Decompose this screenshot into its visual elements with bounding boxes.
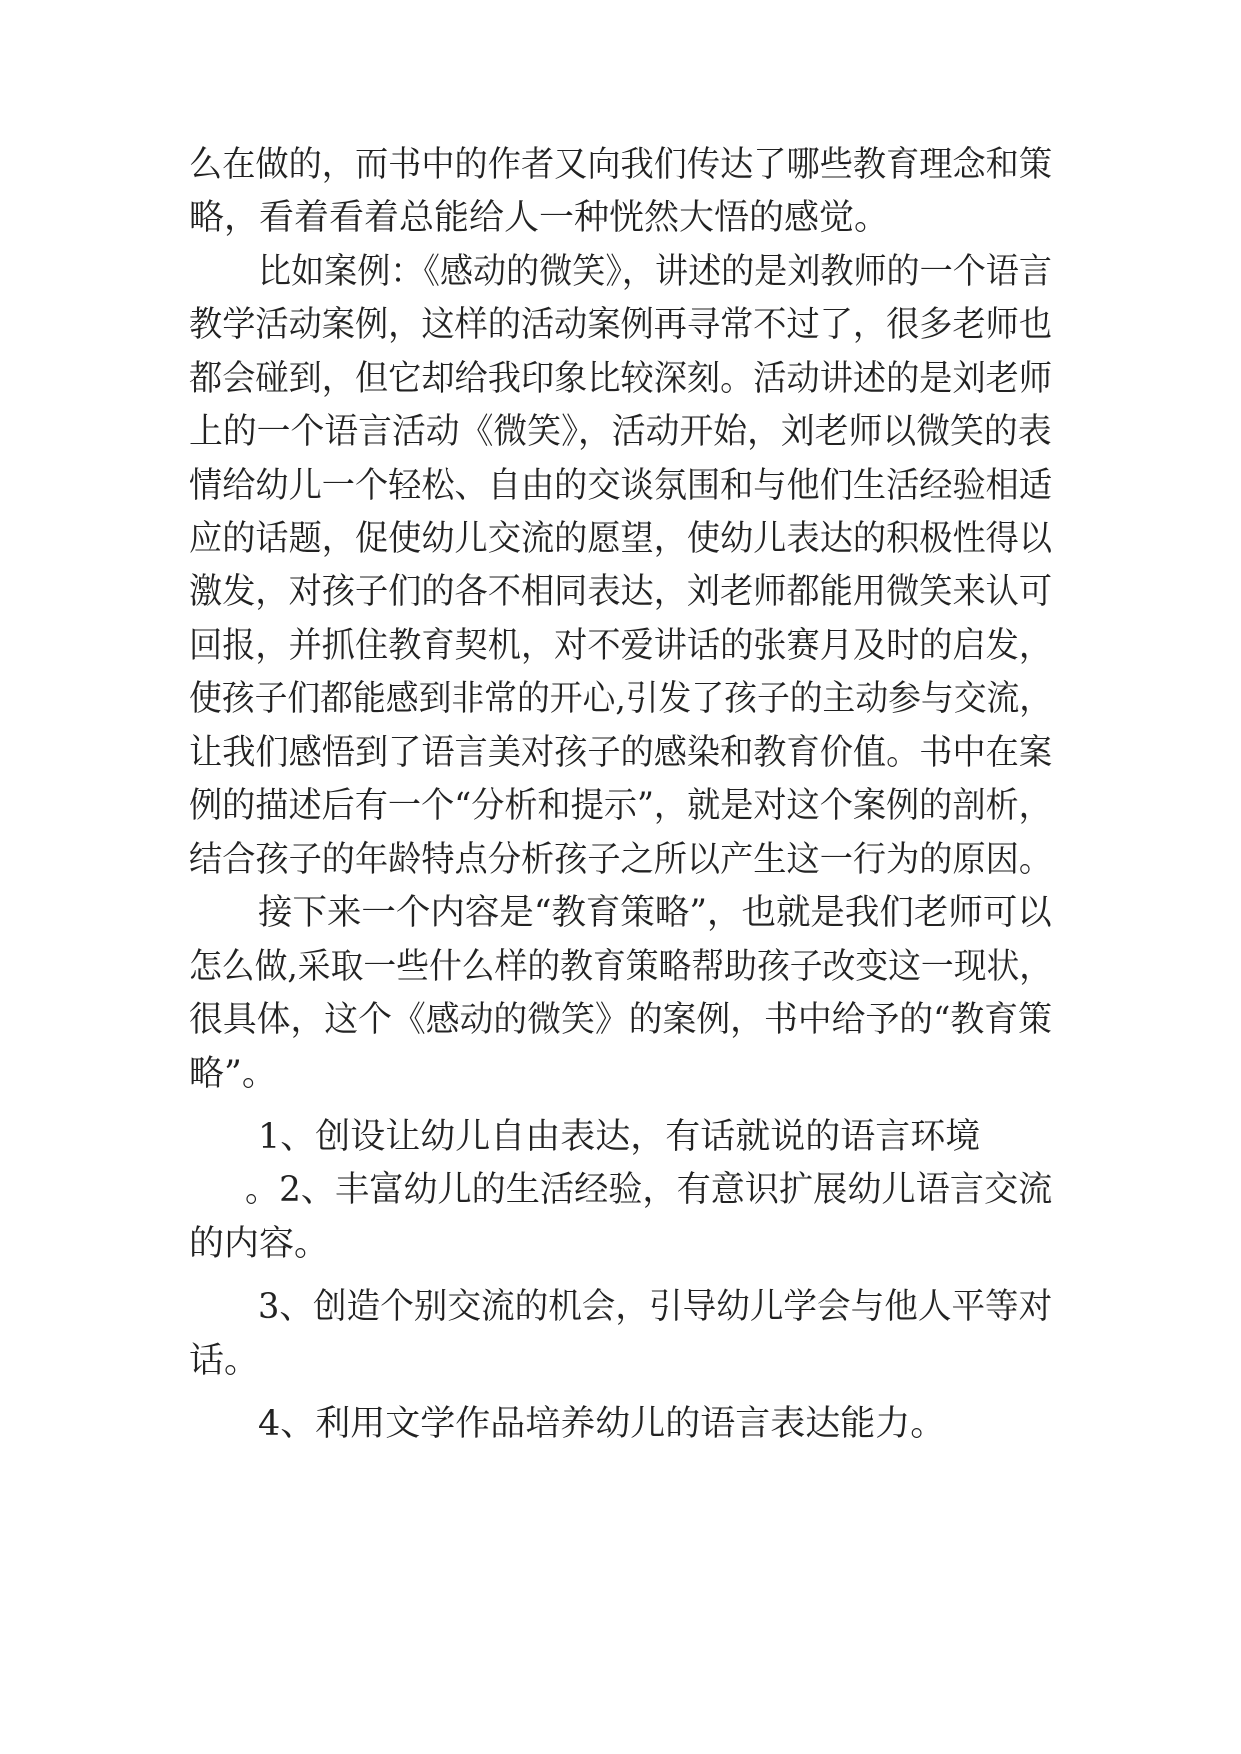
- text-line: [0, 1396, 1241, 1452]
- line-text: 3、创造个别交流的机会，引导幼儿学会与他人平等对: [258, 1287, 1053, 1327]
- text-line: [0, 778, 1241, 834]
- text-line: [0, 1046, 1241, 1102]
- text-line: [0, 1216, 1241, 1272]
- line-text: 么在做的，而书中的作者又向我们传达了哪些教育理念和策: [189, 145, 1053, 185]
- text-line: [0, 511, 1241, 567]
- line-text: 接下来一个内容是“教育策略”，也就是我们老师可以: [258, 893, 1052, 933]
- line-text: 上的一个语言活动《微笑》，活动开始，刘老师以微笑的表: [189, 412, 1052, 452]
- line-text: 略”。: [189, 1054, 277, 1094]
- line-text: 使孩子们都能感到非常的开心,引发了孩子的主动参与交流，: [189, 679, 1053, 719]
- line-text: 1、创设让幼儿自由表达，有话就说的语言环境: [258, 1117, 981, 1157]
- line-text: 4、利用文学作品培养幼儿的语言表达能力。: [258, 1404, 946, 1444]
- text-line: [0, 190, 1241, 246]
- line-text: 应的话题，促使幼儿交流的愿望，使幼儿表达的积极性得以: [189, 519, 1053, 559]
- text-line: [0, 1279, 1241, 1335]
- line-text: 回报，并抓住教育契机，对不爱讲话的张赛月及时的启发，: [189, 626, 1053, 666]
- line-text: 话。: [189, 1341, 260, 1381]
- text-line: [0, 297, 1241, 353]
- text-line: [0, 671, 1241, 727]
- line-text: 比如案例：《感动的微笑》，讲述的是刘教师的一个语言: [258, 252, 1052, 292]
- line-text: 情给幼儿一个轻松、自由的交谈氛围和与他们生活经验相适: [189, 466, 1053, 506]
- line-text: 教学活动案例，这样的活动案例再寻常不过了，很多老师也: [189, 305, 1053, 345]
- text-line: [0, 885, 1241, 941]
- line-text: 例的描述后有一个“分析和提示”，就是对这个案例的剖析，: [189, 786, 1052, 826]
- line-text: 让我们感悟到了语言美对孩子的感染和教育价值。书中在案: [189, 733, 1053, 773]
- line-text: 的内容。: [189, 1224, 330, 1264]
- line-text: 怎么做,采取一些什么样的教育策略帮助孩子改变这一现状，: [189, 947, 1053, 987]
- text-line: [0, 244, 1241, 300]
- text-line: [0, 992, 1241, 1048]
- text-line: [0, 137, 1241, 193]
- text-line: [0, 725, 1241, 781]
- text-line: [0, 564, 1241, 620]
- line-text: 。2、丰富幼儿的生活经验，有意识扩展幼儿语言交流: [245, 1170, 1053, 1210]
- text-line: [0, 939, 1241, 995]
- text-line: [0, 404, 1241, 460]
- text-line: [0, 1162, 1241, 1218]
- text-line: [0, 1109, 1241, 1165]
- text-line: [0, 618, 1241, 674]
- line-text: 都会碰到，但它却给我印象比较深刻。活动讲述的是刘老师: [189, 359, 1053, 399]
- text-line: [0, 351, 1241, 407]
- line-text: 激发，对孩子们的各不相同表达，刘老师都能用微笑来认可: [189, 572, 1053, 612]
- text-line: [0, 832, 1241, 888]
- line-text: 很具体，这个《感动的微笑》的案例，书中给予的“教育策: [189, 1000, 1052, 1040]
- text-line: [0, 458, 1241, 514]
- line-text: 略，看着看着总能给人一种恍然大悟的感觉。: [189, 198, 890, 238]
- line-text: 结合孩子的年龄特点分析孩子之所以产生这一行为的原因。: [189, 840, 1053, 880]
- text-line: [0, 1333, 1241, 1389]
